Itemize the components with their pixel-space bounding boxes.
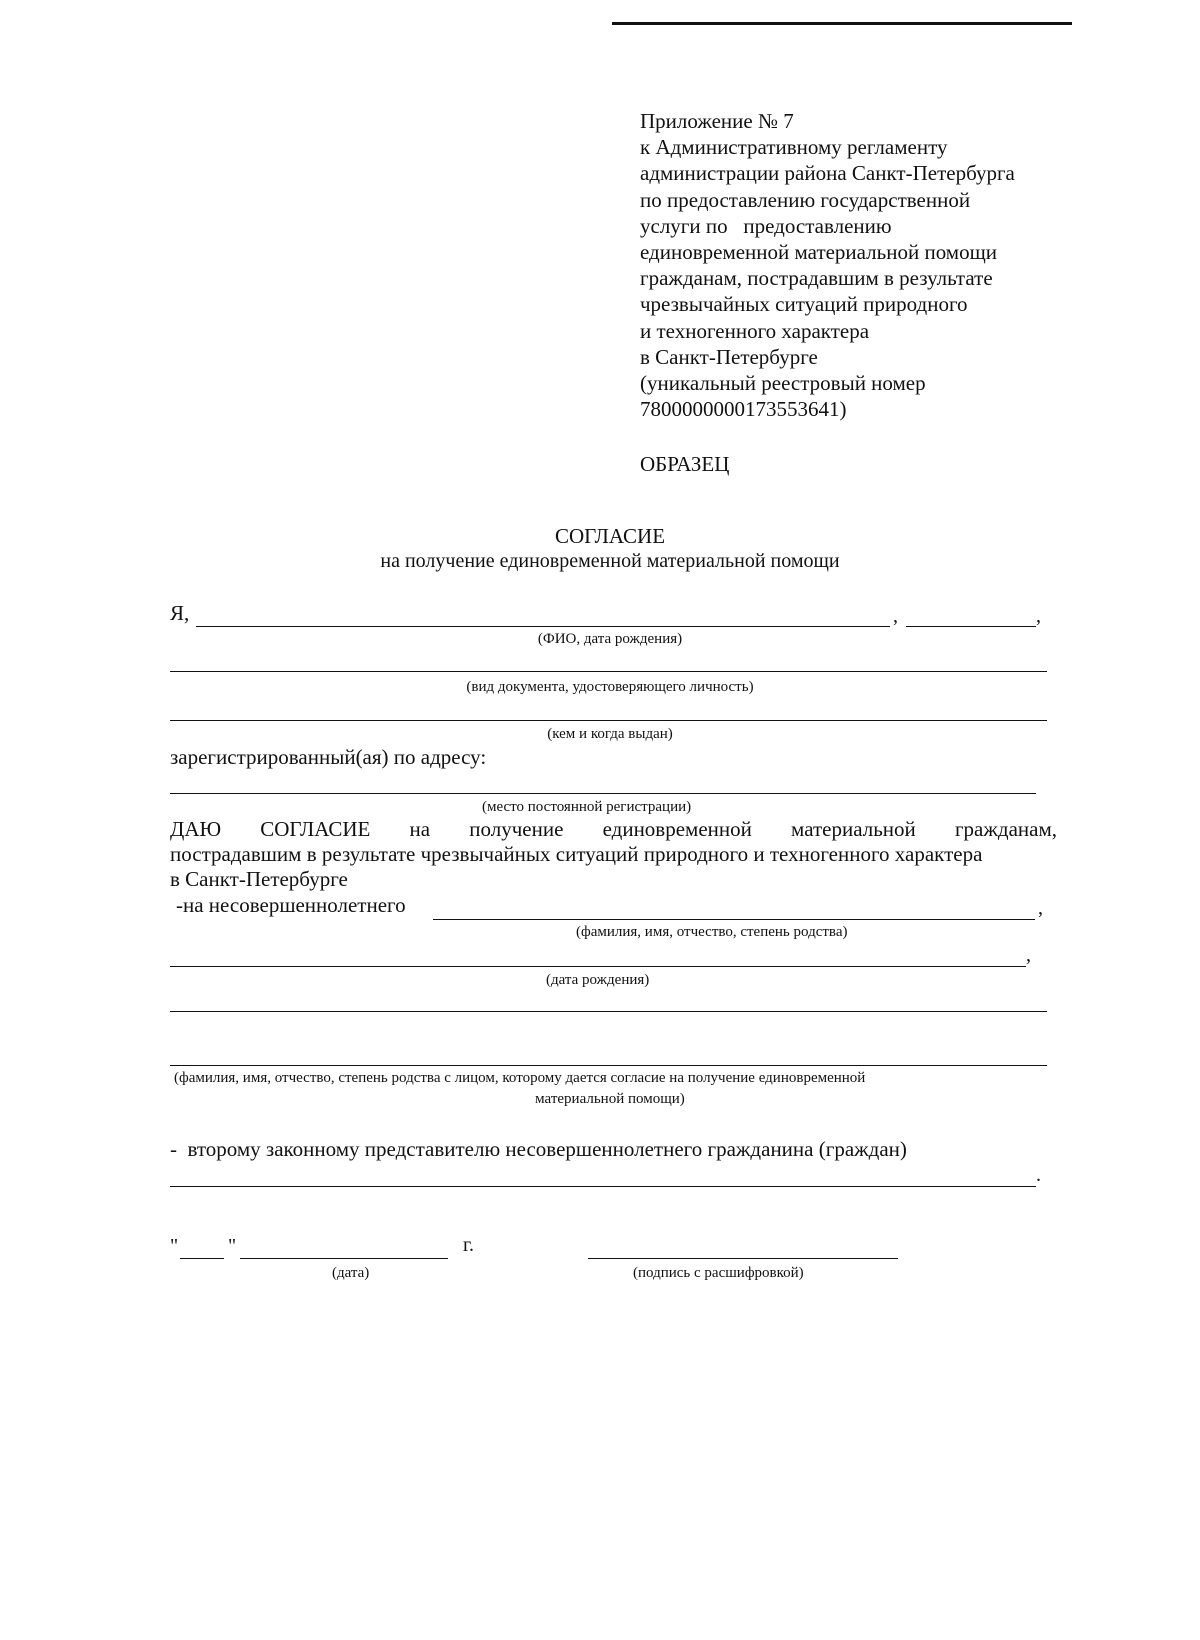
second-representative-label: - второму законному представителю несовершеннолетнего гражданина (граждан) xyxy=(170,1137,907,1161)
consent-line-1: ДАЮ СОГЛАСИЕ на получение единовременной материальной гражданам, xyxy=(170,817,1057,841)
person-field-line[interactable] xyxy=(170,1065,1047,1066)
birth-date-comma: , xyxy=(1026,944,1031,966)
appendix-line: гражданам, пострадавшим в результате xyxy=(640,266,993,291)
minor-name-field-line[interactable] xyxy=(433,919,1035,920)
registered-label: зарегистрированный(ая) по адресу: xyxy=(170,745,487,769)
top-rule xyxy=(612,22,1072,25)
birthdate-comma: , xyxy=(1036,605,1041,627)
caption-id-document: (вид документа, удостоверяющего личность) xyxy=(466,679,754,695)
birth-date-field-line[interactable] xyxy=(170,966,1026,967)
caption-birth-date: (дата рождения) xyxy=(546,972,650,988)
fio-field-line[interactable] xyxy=(196,626,890,627)
date-quote-open: " xyxy=(170,1235,179,1257)
second-representative-field-line[interactable] xyxy=(170,1186,1036,1187)
appendix-line: Приложение № 7 xyxy=(640,109,794,133)
birthdate-field-line[interactable] xyxy=(906,626,1036,627)
address-field-line[interactable] xyxy=(170,793,1036,794)
caption-person-line-1: (фамилия, имя, отчество, степень родства с лицом, которому дается согласие на получение единовременной xyxy=(174,1070,866,1086)
caption-date: (дата) xyxy=(332,1265,370,1281)
date-quote-close: " xyxy=(228,1235,237,1257)
appendix-line: (уникальный реестровый номер xyxy=(640,371,926,396)
document-subtitle: на получение единовременной материальной помощи xyxy=(380,550,840,572)
caption-registration: (место постоянной регистрации) xyxy=(482,799,692,815)
appendix-line: по предоставлению государственной xyxy=(640,187,971,212)
minor-label: -на несовершеннолетнего xyxy=(176,893,406,917)
id-document-field-line[interactable] xyxy=(170,671,1047,672)
caption-minor-name: (фамилия, имя, отчество, степень родства) xyxy=(576,924,848,940)
date-day-field-line[interactable] xyxy=(180,1258,224,1259)
appendix-line: единовременной материальной помощи xyxy=(640,240,997,265)
appendix-line: и техногенного характера xyxy=(640,318,870,343)
extra-field-line[interactable] xyxy=(170,1011,1047,1012)
appendix-line: администрации района Санкт-Петербурга xyxy=(640,161,1015,186)
caption-signature: (подпись с расшифровкой) xyxy=(633,1265,804,1281)
minor-name-comma: , xyxy=(1038,897,1043,919)
document-title: СОГЛАСИЕ xyxy=(554,524,666,548)
consent-line-3: в Санкт-Петербурге xyxy=(170,867,348,891)
date-year-suffix: г. xyxy=(463,1234,474,1256)
sample-label: ОБРАЗЕЦ xyxy=(640,452,730,476)
appendix-line: в Санкт-Петербурге xyxy=(640,344,818,369)
consent-line-2: пострадавшим в результате чрезвычайных ситуаций природного и техногенного характера xyxy=(170,842,983,866)
appendix-line: 7800000000173553641) xyxy=(640,397,847,422)
date-month-field-line[interactable] xyxy=(240,1258,448,1259)
i-label: Я, xyxy=(170,601,190,625)
issued-by-field-line[interactable] xyxy=(170,720,1047,721)
caption-fio: (ФИО, дата рождения) xyxy=(537,631,683,647)
signature-field-line[interactable] xyxy=(588,1258,898,1259)
appendix-line: чрезвычайных ситуаций природного xyxy=(640,292,968,317)
appendix-line: к Административному регламенту xyxy=(640,135,948,160)
caption-issued-by: (кем и когда выдан) xyxy=(547,726,673,742)
fio-comma: , xyxy=(893,605,898,627)
appendix-line: услуги по предоставлению xyxy=(640,213,892,238)
caption-person-line-2: материальной помощи) xyxy=(535,1091,685,1107)
appendix-block xyxy=(640,108,1015,422)
second-representative-period: . xyxy=(1036,1164,1041,1186)
